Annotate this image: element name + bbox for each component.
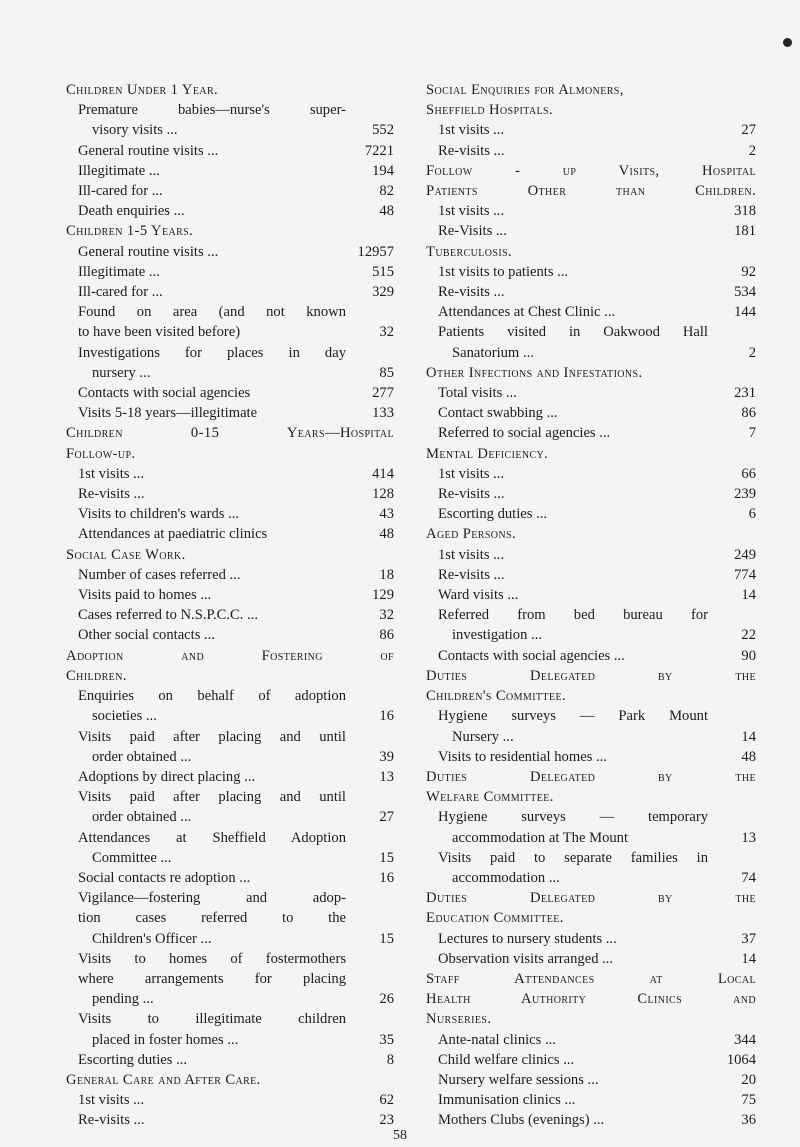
section-heading-nurseries: Nurseries.: [426, 1011, 492, 1028]
stat-label: Child welfare clinics ...: [438, 1051, 575, 1068]
stat-entry: [66, 888, 394, 949]
stat-value: 414: [372, 465, 394, 482]
section-heading-children-1-5-years: Children 1-5 Years.: [66, 223, 194, 240]
stat-label: Contact swabbing ...: [438, 405, 558, 422]
stat-label: Children's Officer ...: [92, 930, 212, 947]
stat-row: [66, 504, 394, 524]
stat-value: 85: [379, 364, 394, 381]
stat-row: [426, 221, 756, 241]
stat-value: 1064: [726, 1051, 756, 1068]
stat-row: [66, 848, 394, 868]
stat-row: [66, 282, 394, 302]
right-column: [426, 80, 756, 1131]
stat-value: 13: [379, 768, 394, 785]
stat-value: 277: [372, 385, 394, 402]
stat-entry: [66, 686, 394, 726]
left-column: [66, 80, 394, 1131]
stat-row: [66, 201, 394, 221]
stat-row: [426, 1050, 756, 1070]
stat-entry: [426, 605, 756, 645]
section-heading-patients-other-than-children: Patients Other than Children.: [426, 183, 756, 200]
stat-value: 39: [379, 748, 394, 765]
stat-value: 8: [386, 1051, 394, 1068]
stat-label-line: Visits to homes of fostermothers: [78, 950, 346, 967]
stat-value: 2: [748, 344, 756, 361]
stat-label: Escorting duties ...: [438, 506, 548, 523]
stat-label: 1st visits ...: [438, 465, 505, 482]
stat-value: 534: [734, 284, 756, 301]
stat-row: [426, 141, 756, 161]
stat-entry: [66, 828, 394, 868]
section-heading-general-care-and-after-care: General Care and After Care.: [66, 1071, 261, 1088]
stat-label: Cases referred to N.S.P.C.C. ...: [78, 607, 258, 624]
stat-label: Re-visits ...: [78, 1112, 145, 1129]
stat-row: [66, 161, 394, 181]
stat-label: Referred to social agencies ...: [438, 425, 611, 442]
stat-label: Total visits ...: [438, 385, 517, 402]
stat-row: [66, 868, 394, 888]
stat-row: [426, 343, 756, 363]
stat-value: 26: [379, 991, 394, 1008]
stat-row: [66, 120, 394, 140]
stat-value: 27: [741, 122, 756, 139]
stat-value: 231: [734, 385, 756, 402]
stat-label-line: Enquiries on behalf of adoption: [78, 688, 346, 705]
stat-label: pending ...: [92, 991, 154, 1008]
stat-entry: [66, 100, 394, 140]
stat-label: Re-visits ...: [438, 142, 505, 159]
stat-value: 129: [372, 587, 394, 604]
stat-label: 1st visits to patients ...: [438, 263, 569, 280]
stat-row: [66, 262, 394, 282]
stat-row: [66, 929, 394, 949]
page-number: 58: [393, 1128, 407, 1143]
stat-row: [426, 201, 756, 221]
stat-label: Re-Visits ...: [438, 223, 507, 240]
stat-row: [426, 504, 756, 524]
stat-label-line: Vigilance—fostering and adop-: [78, 890, 346, 907]
stat-value: 515: [372, 263, 394, 280]
stat-label: Number of cases referred ...: [78, 566, 241, 583]
stat-entry: [66, 949, 394, 1010]
stat-row: [66, 605, 394, 625]
section-heading-staff-attendances-at-local: Staff Attendances at Local: [426, 970, 756, 987]
stat-value: 552: [372, 122, 394, 139]
section-heading-education-committee: Education Committee.: [426, 910, 564, 927]
stat-label: Visits to children's wards ...: [78, 506, 240, 523]
stat-label: Re-visits ...: [438, 566, 505, 583]
stat-row: [426, 262, 756, 282]
stat-entry: [426, 706, 756, 746]
stat-label: Contacts with social agencies ...: [438, 647, 625, 664]
stat-value: 14: [741, 587, 756, 604]
stat-row: [66, 1030, 394, 1050]
stat-value: 7: [748, 425, 756, 442]
stat-row: [426, 545, 756, 565]
stat-row: [426, 120, 756, 140]
stat-value: 62: [379, 1092, 394, 1109]
stat-row: [66, 1050, 394, 1070]
section-heading-children-0-15-years-hospital: Children 0-15 Years—Hospital: [66, 425, 394, 442]
stat-label-line: Referred from bed bureau for: [438, 607, 708, 624]
stat-label: Ill-cared for ...: [78, 183, 163, 200]
stat-row: [426, 484, 756, 504]
stat-label: Ante-natal clinics ...: [438, 1031, 556, 1048]
stat-row: [426, 868, 756, 888]
stat-row: [66, 242, 394, 262]
stat-label: Visits 5-18 years—illegitimate: [78, 405, 258, 422]
stat-label: Re-visits ...: [438, 284, 505, 301]
stat-label: 1st visits ...: [78, 1092, 145, 1109]
stat-value: 37: [741, 930, 756, 947]
stat-value: 90: [741, 647, 756, 664]
stat-label: Ill-cared for ...: [78, 284, 163, 301]
stat-label-line: where arrangements for placing: [78, 970, 346, 987]
stat-row: [426, 1090, 756, 1110]
stat-row: [426, 565, 756, 585]
stat-row: [66, 403, 394, 423]
stat-label: Illegitimate ...: [78, 162, 160, 179]
stat-row: [66, 181, 394, 201]
stat-row: [66, 524, 394, 544]
stat-value: 48: [741, 748, 756, 765]
stat-label: Observation visits arranged ...: [438, 950, 614, 967]
stat-value: 32: [379, 607, 394, 624]
stat-value: 20: [741, 1071, 756, 1088]
section-heading-children-s-committee: Children's Committee.: [426, 688, 567, 705]
stat-label: Re-visits ...: [78, 486, 145, 503]
stat-label-line: Hygiene surveys — temporary: [438, 809, 708, 826]
stat-row: [66, 767, 394, 787]
stat-label: Sanatorium ...: [452, 344, 534, 361]
stat-row: [426, 302, 756, 322]
section-heading-welfare-committee: Welfare Committee.: [426, 789, 554, 806]
stat-row: [66, 706, 394, 726]
stat-row: [66, 363, 394, 383]
stat-row: [66, 464, 394, 484]
stat-row: [426, 464, 756, 484]
stat-label: societies ...: [92, 708, 157, 725]
section-heading-follow-up: Follow-up.: [66, 445, 136, 462]
stat-value: 48: [379, 526, 394, 543]
stat-label: Committee ...: [92, 849, 172, 866]
stat-row: [426, 383, 756, 403]
stat-label: 1st visits ...: [438, 203, 505, 220]
stat-value: 35: [379, 1031, 394, 1048]
stat-value: 36: [741, 1112, 756, 1129]
stat-row: [426, 1070, 756, 1090]
stat-entry: [66, 302, 394, 342]
stat-label-line: Patients visited in Oakwood Hall: [438, 324, 708, 341]
stat-value: 6: [748, 506, 756, 523]
stat-row: [66, 1090, 394, 1110]
stat-label-line: Visits to illegitimate children: [78, 1011, 346, 1028]
section-heading-aged-persons: Aged Persons.: [426, 526, 517, 543]
stat-label-line: Investigations for places in day: [78, 344, 346, 361]
stat-label: Re-visits ...: [438, 486, 505, 503]
stat-label: Contacts with social agencies: [78, 385, 251, 402]
stat-label: accommodation ...: [452, 869, 560, 886]
stat-entry: [66, 787, 394, 827]
section-heading-mental-deficiency: Mental Deficiency.: [426, 445, 549, 462]
stat-row: [66, 322, 394, 342]
stat-label: order obtained ...: [92, 809, 192, 826]
stat-row: [426, 929, 756, 949]
stat-label: Visits to residential homes ...: [438, 748, 607, 765]
stat-row: [66, 807, 394, 827]
stat-row: [426, 282, 756, 302]
stat-label: to have been visited before): [78, 324, 241, 341]
stat-value: 329: [372, 284, 394, 301]
stat-row: [426, 828, 756, 848]
stat-entry: [66, 1009, 394, 1049]
stat-value: 43: [379, 506, 394, 523]
stat-entry: [426, 322, 756, 362]
stat-value: 774: [734, 566, 756, 583]
stat-value: 16: [379, 869, 394, 886]
stat-row: [66, 747, 394, 767]
section-heading-children: Children.: [66, 667, 127, 684]
stat-row: [66, 383, 394, 403]
stat-label: Nursery welfare sessions ...: [438, 1071, 599, 1088]
stat-row: [426, 625, 756, 645]
stat-value: 7221: [364, 142, 394, 159]
stat-label-line: Hygiene surveys — Park Mount: [438, 708, 708, 725]
section-heading-adoption-and-fostering-of: Adoption and Fostering of: [66, 647, 394, 664]
stat-label: Nursery ...: [452, 728, 514, 745]
stat-value: 128: [372, 486, 394, 503]
stat-label: Immunisation clinics ...: [438, 1092, 576, 1109]
stat-label: Ward visits ...: [438, 587, 519, 604]
stat-label-line: Visits paid after placing and until: [78, 728, 346, 745]
stat-label: visory visits ...: [92, 122, 178, 139]
stat-value: 249: [734, 546, 756, 563]
stat-value: 48: [379, 203, 394, 220]
stat-label: Escorting duties ...: [78, 1051, 188, 1068]
stat-label: 1st visits ...: [438, 122, 505, 139]
section-heading-social-enquiries-for-almoners: Social Enquiries for Almoners,: [426, 82, 624, 98]
stat-row: [66, 484, 394, 504]
stat-row: [426, 423, 756, 443]
stat-row: [66, 585, 394, 605]
stat-label: Social contacts re adoption ...: [78, 869, 251, 886]
section-heading-other-infections-and-infestations: Other Infections and Infestations.: [426, 364, 643, 381]
stat-label: Other social contacts ...: [78, 627, 215, 644]
stat-value: 74: [741, 869, 756, 886]
stat-row: [426, 646, 756, 666]
stat-label-line: Attendances at Sheffield Adoption: [78, 829, 346, 846]
stat-label: Death enquiries ...: [78, 203, 185, 220]
stat-label: placed in foster homes ...: [92, 1031, 239, 1048]
stat-row: [426, 585, 756, 605]
section-heading-duties-delegated-by-the: Duties Delegated by the: [426, 667, 756, 684]
stat-entry: [66, 727, 394, 767]
stat-value: 239: [734, 486, 756, 503]
stat-value: 13: [741, 829, 756, 846]
stat-label: nursery ...: [92, 364, 151, 381]
stat-row: [426, 403, 756, 423]
stat-row: [66, 565, 394, 585]
stat-row: [66, 141, 394, 161]
stat-value: 75: [741, 1092, 756, 1109]
stat-label-line: Found on area (and not known: [78, 304, 346, 321]
stat-value: 2: [748, 142, 756, 159]
stat-value: 194: [372, 162, 394, 179]
section-heading-follow-up-visits-hospital: Follow - up Visits, Hospital: [426, 162, 756, 179]
stat-label: Attendances at paediatric clinics: [78, 526, 268, 543]
stat-label: Adoptions by direct placing ...: [78, 768, 256, 785]
stat-label: 1st visits ...: [78, 465, 145, 482]
stat-entry: [426, 807, 756, 847]
stat-value: 318: [734, 203, 756, 220]
stat-value: 15: [379, 930, 394, 947]
stat-value: 15: [379, 849, 394, 866]
stat-row: [426, 727, 756, 747]
stat-label: Visits paid to homes ...: [78, 587, 212, 604]
stat-value: 16: [379, 708, 394, 725]
stat-label: order obtained ...: [92, 748, 192, 765]
stat-value: 144: [734, 304, 756, 321]
stat-value: 181: [734, 223, 756, 240]
stat-value: 32: [379, 324, 394, 341]
section-heading-duties-delegated-by-the: Duties Delegated by the: [426, 768, 756, 785]
stat-label-line: Visits paid after placing and until: [78, 789, 346, 806]
stat-value: 92: [741, 263, 756, 280]
section-heading-sheffield-hospitals: Sheffield Hospitals.: [426, 102, 554, 119]
stat-value: 27: [379, 809, 394, 826]
stat-label: General routine visits ...: [78, 142, 219, 159]
section-heading-tuberculosis: Tuberculosis.: [426, 243, 513, 260]
stat-row: [66, 989, 394, 1009]
stat-value: 344: [734, 1031, 756, 1048]
stat-entry: [426, 848, 756, 888]
stat-label: General routine visits ...: [78, 243, 219, 260]
stat-value: 86: [741, 405, 756, 422]
stat-value: 18: [379, 566, 394, 583]
stat-label: Attendances at Chest Clinic ...: [438, 304, 616, 321]
stat-row: [426, 747, 756, 767]
stat-value: 86: [379, 627, 394, 644]
stat-label: Illegitimate ...: [78, 263, 160, 280]
stat-row: [66, 625, 394, 645]
stat-entry: [66, 343, 394, 383]
stat-label: Lectures to nursery students ...: [438, 930, 617, 947]
stat-value: 133: [372, 405, 394, 422]
stat-label-line: Premature babies—nurse's super-: [78, 102, 346, 119]
stat-label: accommodation at The Mount: [452, 829, 629, 846]
stat-label: investigation ...: [452, 627, 542, 644]
corner-dot-mark: [783, 38, 792, 47]
stat-value: 22: [741, 627, 756, 644]
stat-value: 82: [379, 183, 394, 200]
stat-value: 14: [741, 728, 756, 745]
stat-value: 66: [741, 465, 756, 482]
stat-label: 1st visits ...: [438, 546, 505, 563]
stat-value: 23: [379, 1112, 394, 1129]
stat-label-line: tion cases referred to the: [78, 910, 346, 927]
stat-label: Mothers Clubs (evenings) ...: [438, 1112, 605, 1129]
stat-label-line: Visits paid to separate families in: [438, 849, 708, 866]
section-heading-health-authority-clinics-and: Health Authority Clinics and: [426, 991, 756, 1008]
section-heading-social-case-work: Social Case Work.: [66, 546, 186, 563]
section-heading-children-under-1-year: Children Under 1 Year.: [66, 82, 219, 98]
stat-value: 12957: [357, 243, 394, 260]
stat-row: [426, 1030, 756, 1050]
section-heading-duties-delegated-by-the: Duties Delegated by the: [426, 890, 756, 907]
stat-value: 14: [741, 950, 756, 967]
stat-row: [426, 949, 756, 969]
